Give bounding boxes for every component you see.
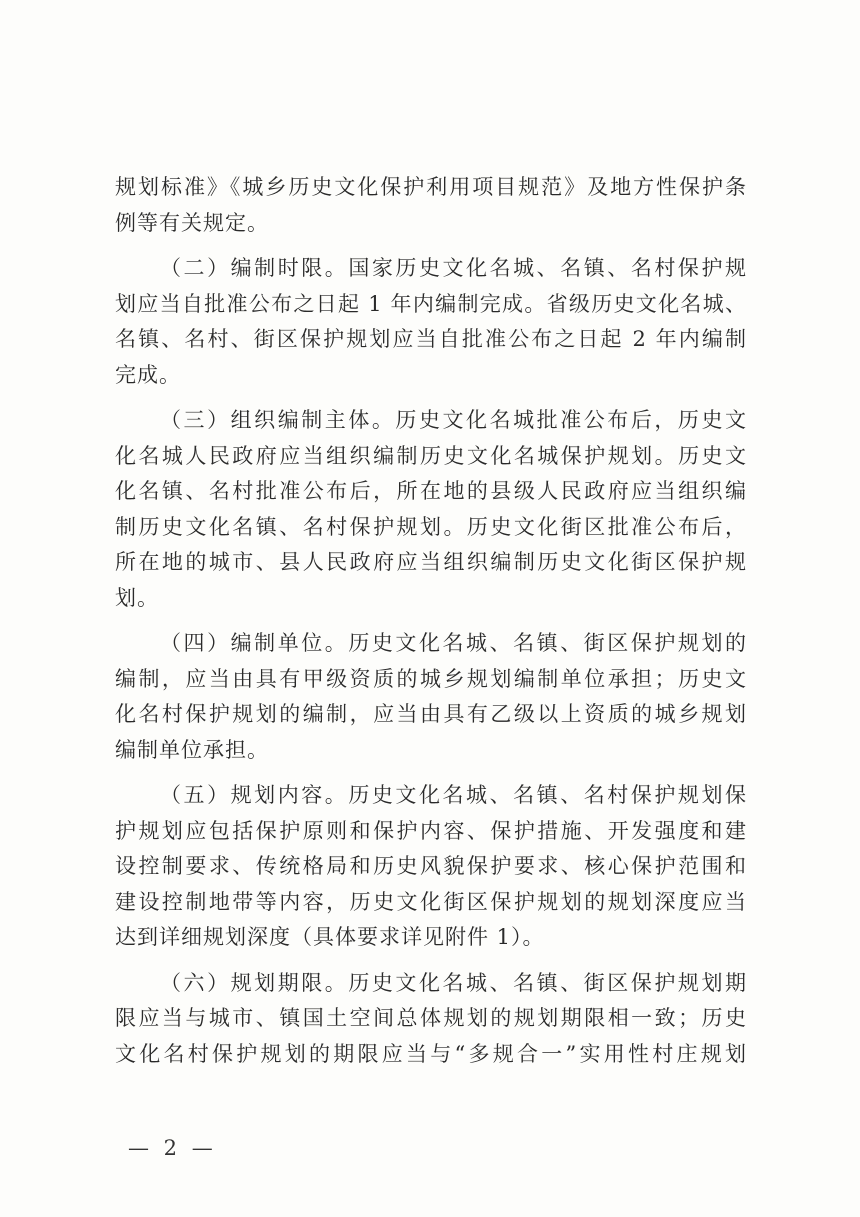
text-line: 所在地的城市、县人民政府应当组织编制历史文化街区保护规 [115,550,747,574]
text-line: 化名村保护规划的编制，应当由具有乙级以上资质的城乡规划 [115,702,747,726]
paragraph-planning-content [115,778,747,956]
text-line: （五）规划内容。历史文化名城、名镇、名村保护规划保 [160,783,747,807]
text-line: 例等有关规定。 [115,210,269,235]
paragraph-compilation-deadline [115,251,747,393]
text-line: 文化名村保护规划的期限应当与“多规合一”实用性村庄规划 [115,1041,747,1066]
text-line: （三）组织编制主体。历史文化名城批准公布后，历史文 [160,408,747,432]
text-line: 化名镇、名村批准公布后，所在地的县级人民政府应当组织编 [115,479,747,503]
text-line: 规划标准》《城乡历史文化保护利用项目规范》及地方性保护条 [115,175,747,199]
paragraph-planning-period [115,966,747,1073]
paragraph-compiling-unit [115,626,747,768]
paragraph-continued [115,170,747,241]
text-line: 完成。 [115,362,181,387]
page-number: — 2 — [128,1136,217,1160]
text-line: （六）规划期限。历史文化名城、名镇、街区保护规划期 [160,970,747,995]
paragraph-organizing-body [115,403,747,616]
text-line: 编制，应当由具有甲级资质的城乡规划编制单位承担；历史文 [115,666,747,691]
text-line: 限应当与城市、镇国土空间总体规划的规划期限相一致；历史 [115,1006,747,1030]
text-line: 达到详细规划深度（具体要求详见附件 1）。 [115,925,545,949]
text-line: （二）编制时限。国家历史文化名城、名镇、名村保护规 [160,256,747,280]
text-line: 划。 [115,585,159,610]
text-line: 名镇、名村、街区保护规划应当自批准公布之日起 2 年内编制 [115,327,747,351]
text-line: 设控制要求、传统格局和历史风貌保护要求、核心保护范围和 [115,854,747,878]
text-line: （四）编制单位。历史文化名城、名镇、街区保护规划的 [160,631,747,655]
text-line: 编制单位承担。 [115,737,269,762]
text-line: 建设控制地带等内容，历史文化街区保护规划的规划深度应当 [115,889,747,914]
text-line: 划应当自批准公布之日起 1 年内编制完成。省级历史文化名城、 [115,291,747,316]
text-line: 制历史文化名镇、名村保护规划。历史文化街区批准公布后， [115,514,747,539]
text-line: 护规划应包括保护原则和保护内容、保护措施、开发强度和建 [115,818,747,843]
document-body [115,170,747,1082]
text-line: 化名城人民政府应当组织编制历史文化名城保护规划。历史文 [115,443,747,468]
